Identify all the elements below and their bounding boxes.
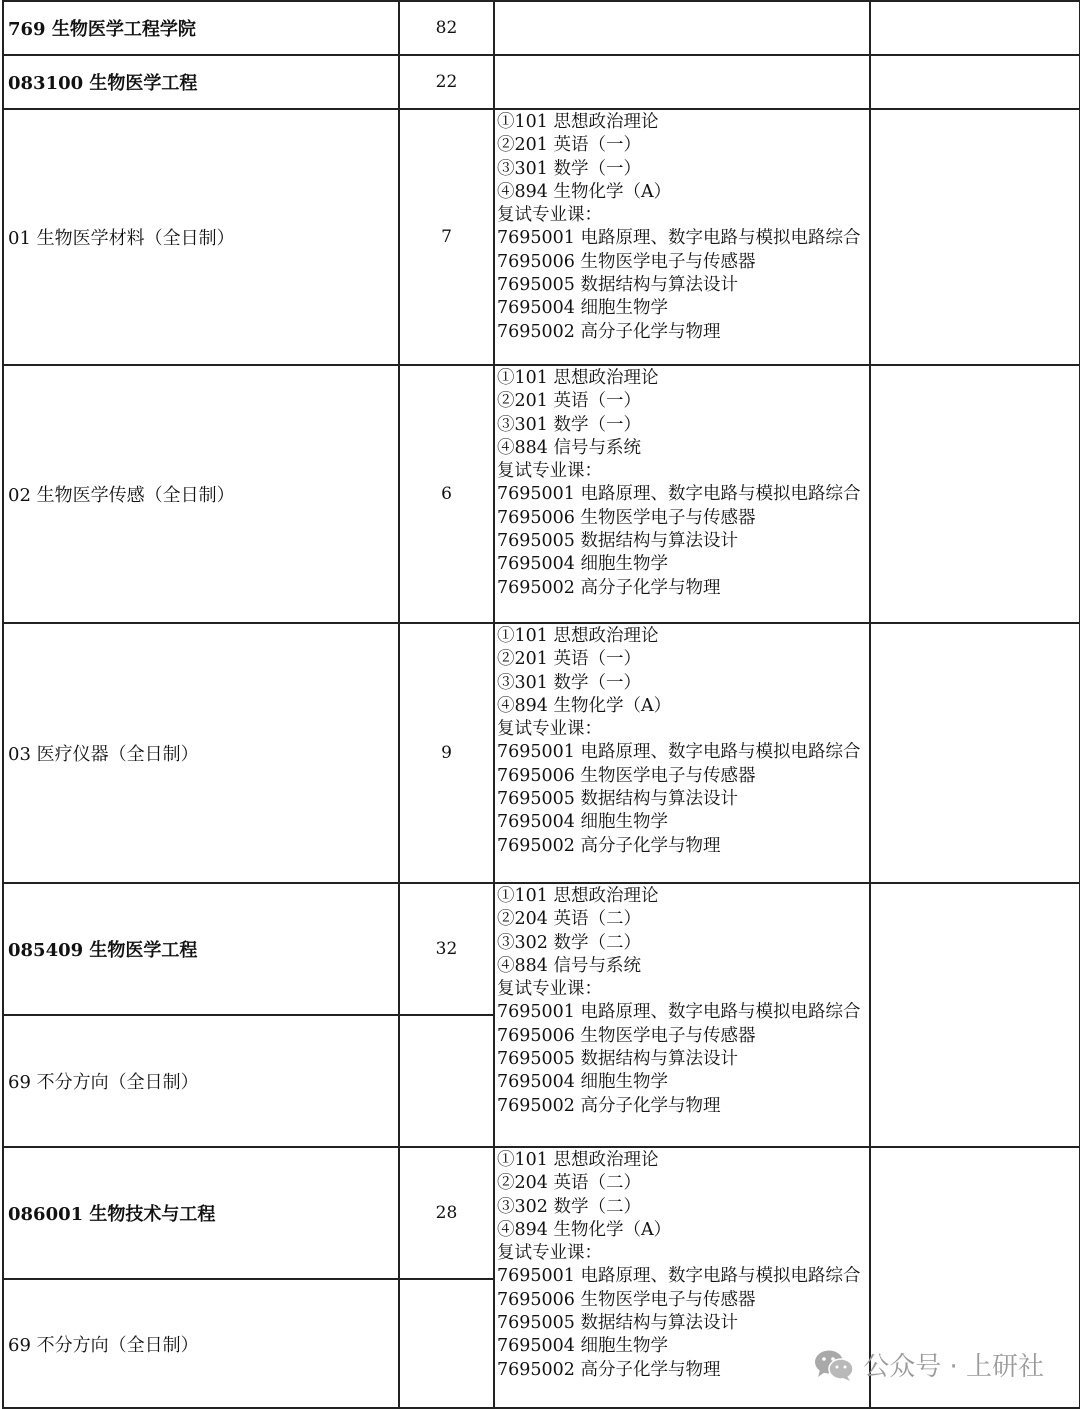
empty-cell (870, 1, 1080, 55)
subject-line: ①101 思想政治理论 (497, 112, 659, 132)
subject-line: ④894 生物化学（A） (497, 181, 672, 202)
watermark (813, 1346, 1044, 1383)
enrollment-table (2, 0, 1080, 1409)
subject-line: 7695002 高分子化学与物理 (497, 835, 721, 856)
table-row (3, 365, 1080, 623)
subject-line: 7695005 数据结构与算法设计 (497, 789, 739, 810)
subject-line: 7695005 数据结构与算法设计 (497, 1313, 739, 1334)
subject-line: ①101 思想政治理论 (497, 1150, 659, 1170)
enrollment-count: 22 (399, 55, 494, 109)
table-row (3, 1, 1080, 55)
retest-heading: 复试专业课： (497, 979, 602, 1000)
subject-line: ②204 英语（二） (497, 1173, 641, 1194)
direction-name: 01 生物医学材料（全日制） (3, 109, 399, 365)
subject-line: 7695004 细胞生物学 (497, 1336, 669, 1357)
subject-line: 7695002 高分子化学与物理 (497, 1359, 721, 1380)
subject-line: ④894 生物化学（A） (497, 1219, 672, 1240)
subject-line: ②201 英语（一） (497, 649, 641, 670)
empty-cell (494, 55, 870, 109)
direction-name: 69 不分方向（全日制） (3, 1279, 399, 1408)
table-row (3, 1147, 1080, 1279)
subject-line: ④894 生物化学（A） (497, 695, 672, 716)
subject-line: ②204 英语（二） (497, 909, 641, 930)
major-name: 083100 生物医学工程 (3, 55, 399, 109)
table-row (3, 883, 1080, 1015)
subject-line: 7695005 数据结构与算法设计 (497, 275, 739, 296)
subject-line: 7695006 生物医学电子与传感器 (497, 1025, 756, 1046)
exam-subjects (494, 109, 870, 365)
major-name: 085409 生物医学工程 (3, 883, 399, 1015)
table-row (3, 109, 1080, 365)
direction-name: 69 不分方向（全日制） (3, 1015, 399, 1147)
empty-cell (870, 623, 1080, 883)
empty-cell (870, 365, 1080, 623)
subject-line: 7695002 高分子化学与物理 (497, 321, 721, 342)
enrollment-count: 82 (399, 1, 494, 55)
subject-line: ③301 数学（一） (497, 414, 641, 435)
subject-line: ①101 思想政治理论 (497, 626, 659, 646)
empty-cell (870, 109, 1080, 365)
subject-line: 7695004 细胞生物学 (497, 298, 669, 319)
exam-subjects (494, 623, 870, 883)
major-name: 086001 生物技术与工程 (3, 1147, 399, 1279)
empty-cell (870, 883, 1080, 1147)
subject-line: 7695001 电路原理、数字电路与模拟电路综合 (497, 1002, 861, 1023)
subject-line: 7695002 高分子化学与物理 (497, 577, 721, 598)
watermark-text: 公众号 · 上研社 (863, 1352, 1044, 1382)
empty-cell (494, 1, 870, 55)
subject-line: ③301 数学（一） (497, 158, 641, 179)
subject-line: 7695006 生物医学电子与传感器 (497, 251, 756, 272)
subject-line: 7695002 高分子化学与物理 (497, 1095, 721, 1116)
subject-line: 7695005 数据结构与算法设计 (497, 1049, 739, 1070)
subject-line: 7695006 生物医学电子与传感器 (497, 507, 756, 528)
subject-line: 7695004 细胞生物学 (497, 1072, 669, 1093)
school-name: 769 生物医学工程学院 (3, 1, 399, 55)
subject-line: ②201 英语（一） (497, 135, 641, 156)
enrollment-count: 7 (399, 109, 494, 365)
enrollment-count: 28 (399, 1147, 494, 1279)
subject-line: 7695001 电路原理、数字电路与模拟电路综合 (497, 742, 861, 763)
exam-subjects (494, 883, 870, 1147)
subject-line: ③301 数学（一） (497, 672, 641, 693)
wechat-icon (813, 1348, 855, 1382)
subject-line: 7695001 电路原理、数字电路与模拟电路综合 (497, 484, 861, 505)
subject-line: ④884 信号与系统 (497, 437, 641, 458)
subject-line: 7695006 生物医学电子与传感器 (497, 765, 756, 786)
enrollment-count: 32 (399, 883, 494, 1015)
enrollment-count (399, 1279, 494, 1408)
retest-heading: 复试专业课： (497, 461, 602, 482)
subject-line: 7695001 电路原理、数字电路与模拟电路综合 (497, 1266, 861, 1287)
subject-line: ③302 数学（二） (497, 1196, 641, 1217)
subject-line: ②201 英语（一） (497, 391, 641, 412)
enrollment-count: 6 (399, 365, 494, 623)
direction-name: 02 生物医学传感（全日制） (3, 365, 399, 623)
direction-name: 03 医疗仪器（全日制） (3, 623, 399, 883)
subject-line: 7695004 细胞生物学 (497, 554, 669, 575)
table-row (3, 55, 1080, 109)
subject-line: ④884 信号与系统 (497, 955, 641, 976)
empty-cell (870, 55, 1080, 109)
enrollment-count (399, 1015, 494, 1147)
subject-line: ③302 数学（二） (497, 932, 641, 953)
subject-line: 7695004 细胞生物学 (497, 812, 669, 833)
table-row (3, 623, 1080, 883)
subject-line: 7695001 电路原理、数字电路与模拟电路综合 (497, 228, 861, 249)
exam-subjects (494, 365, 870, 623)
subject-line: 7695006 生物医学电子与传感器 (497, 1289, 756, 1310)
subject-line: ①101 思想政治理论 (497, 886, 659, 906)
retest-heading: 复试专业课： (497, 205, 602, 226)
subject-line: ①101 思想政治理论 (497, 368, 659, 388)
retest-heading: 复试专业课： (497, 1243, 602, 1264)
enrollment-count: 9 (399, 623, 494, 883)
retest-heading: 复试专业课： (497, 719, 602, 740)
subject-line: 7695005 数据结构与算法设计 (497, 531, 739, 552)
